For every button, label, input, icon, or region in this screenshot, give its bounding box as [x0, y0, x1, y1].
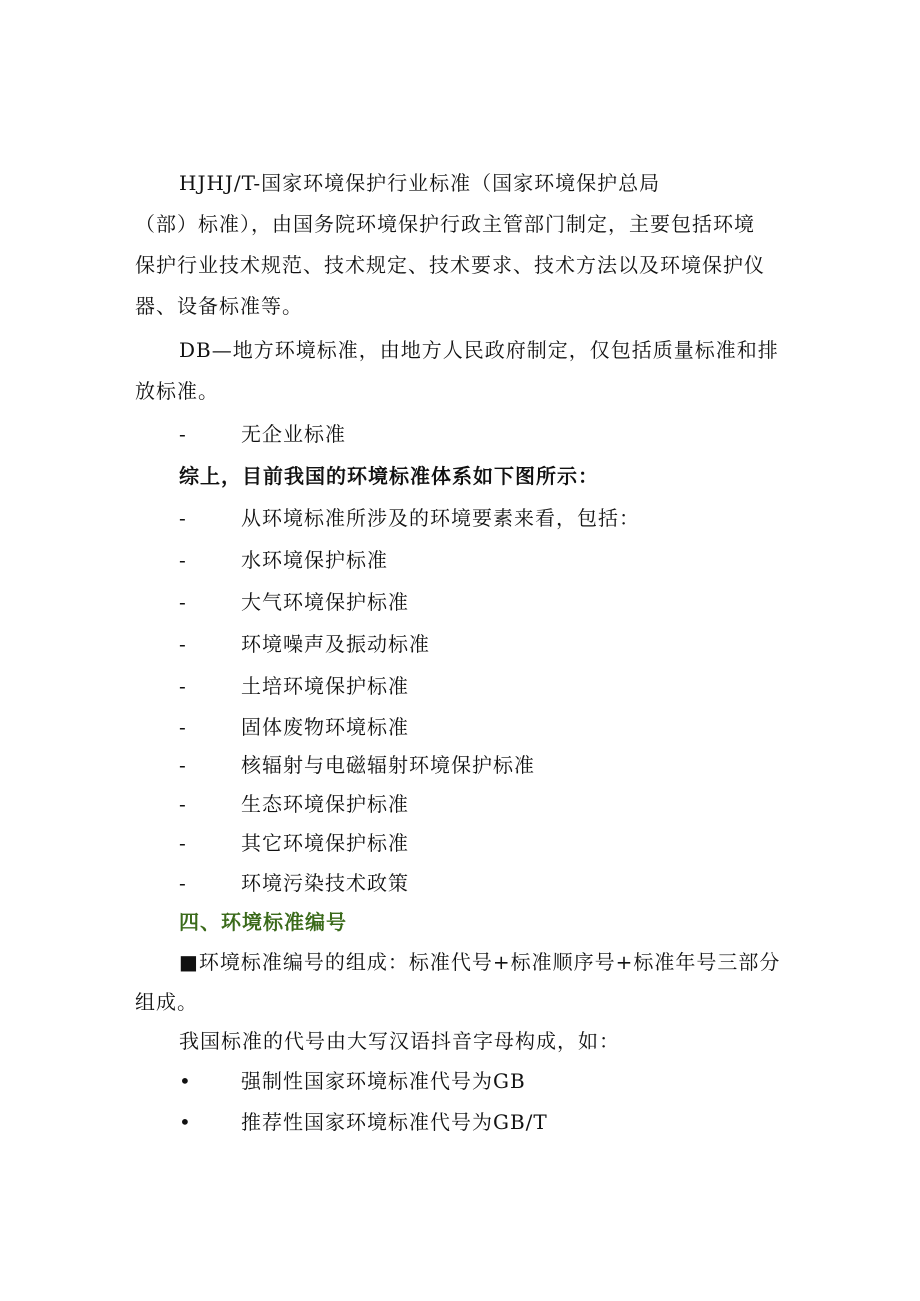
section-heading: 四、环境标准编号	[179, 910, 347, 934]
list-item	[179, 1068, 526, 1094]
code-intro-line: 我国标准的代号由大写汉语抖音字母构成，如：	[179, 1029, 620, 1053]
list-dash-marker: -	[179, 674, 187, 698]
list-item-text: 核辐射与电磁辐射环境保护标准	[241, 753, 535, 777]
list-item-text: 生态环境保护标准	[241, 792, 409, 816]
list-item-text: 环境噪声及振动标准	[241, 632, 430, 656]
list-item	[179, 714, 409, 740]
list-item	[179, 870, 409, 896]
list-dash-marker: -	[179, 506, 187, 530]
list-item-text: 大气环境保护标准	[241, 590, 409, 614]
composition-line-1: ■环境标准编号的组成：标准代号+标准顺序号+标准年号三部分	[179, 950, 781, 974]
list-dash-marker: -	[179, 590, 187, 614]
hj-paragraph-line-2: （部）标准），由国务院环境保护行政主管部门制定，主要包括环境	[135, 212, 755, 236]
list-dash-marker: -	[179, 632, 187, 656]
list-item-no-enterprise	[179, 421, 346, 447]
list-item-text: 推荐性国家环境标准代号为GB/T	[241, 1110, 548, 1134]
list-dash-marker: -	[179, 422, 187, 446]
list-dash-marker: -	[179, 548, 187, 572]
db-paragraph-line-2: 放标准。	[135, 379, 219, 403]
list-item-text: 从环境标准所涉及的环境要素来看，包括：	[241, 506, 640, 530]
list-dash-marker: -	[179, 792, 187, 816]
list-item-text: 固体废物环境标准	[241, 715, 409, 739]
hj-paragraph-line-1: HJHJ/T-国家环境保护行业标准（国家环境保护总局	[179, 171, 661, 195]
db-paragraph-line-1: DB—地方环境标准，由地方人民政府制定，仅包括质量标准和排	[179, 338, 779, 362]
list-item-text: 水环境保护标准	[241, 548, 388, 572]
list-dash-marker: -	[179, 871, 187, 895]
hj-paragraph-line-4: 器、设备标准等。	[135, 294, 303, 318]
list-item	[179, 791, 409, 817]
list-item-text: 无企业标准	[241, 422, 346, 446]
list-item	[179, 589, 409, 615]
hj-paragraph-line-3: 保护行业技术规范、技术规定、技术要求、技术方法以及环境保护仪	[135, 253, 765, 277]
list-item	[179, 673, 409, 699]
list-item-text: 土培环境保护标准	[241, 674, 409, 698]
list-item	[179, 631, 430, 657]
list-item	[179, 505, 640, 531]
list-dash-marker: -	[179, 753, 187, 777]
list-item	[179, 830, 409, 856]
bullet-marker: •	[179, 1110, 192, 1134]
list-item-text: 其它环境保护标准	[241, 831, 409, 855]
list-item	[179, 1109, 548, 1135]
list-item-text: 环境污染技术政策	[241, 871, 409, 895]
list-dash-marker: -	[179, 715, 187, 739]
composition-line-2: 组成。	[135, 990, 198, 1014]
list-item	[179, 752, 535, 778]
list-item	[179, 547, 388, 573]
bullet-marker: •	[179, 1069, 192, 1093]
summary-line: 综上，目前我国的环境标准体系如下图所示：	[179, 464, 599, 488]
list-dash-marker: -	[179, 831, 187, 855]
list-item-text: 强制性国家环境标准代号为GB	[241, 1069, 526, 1093]
